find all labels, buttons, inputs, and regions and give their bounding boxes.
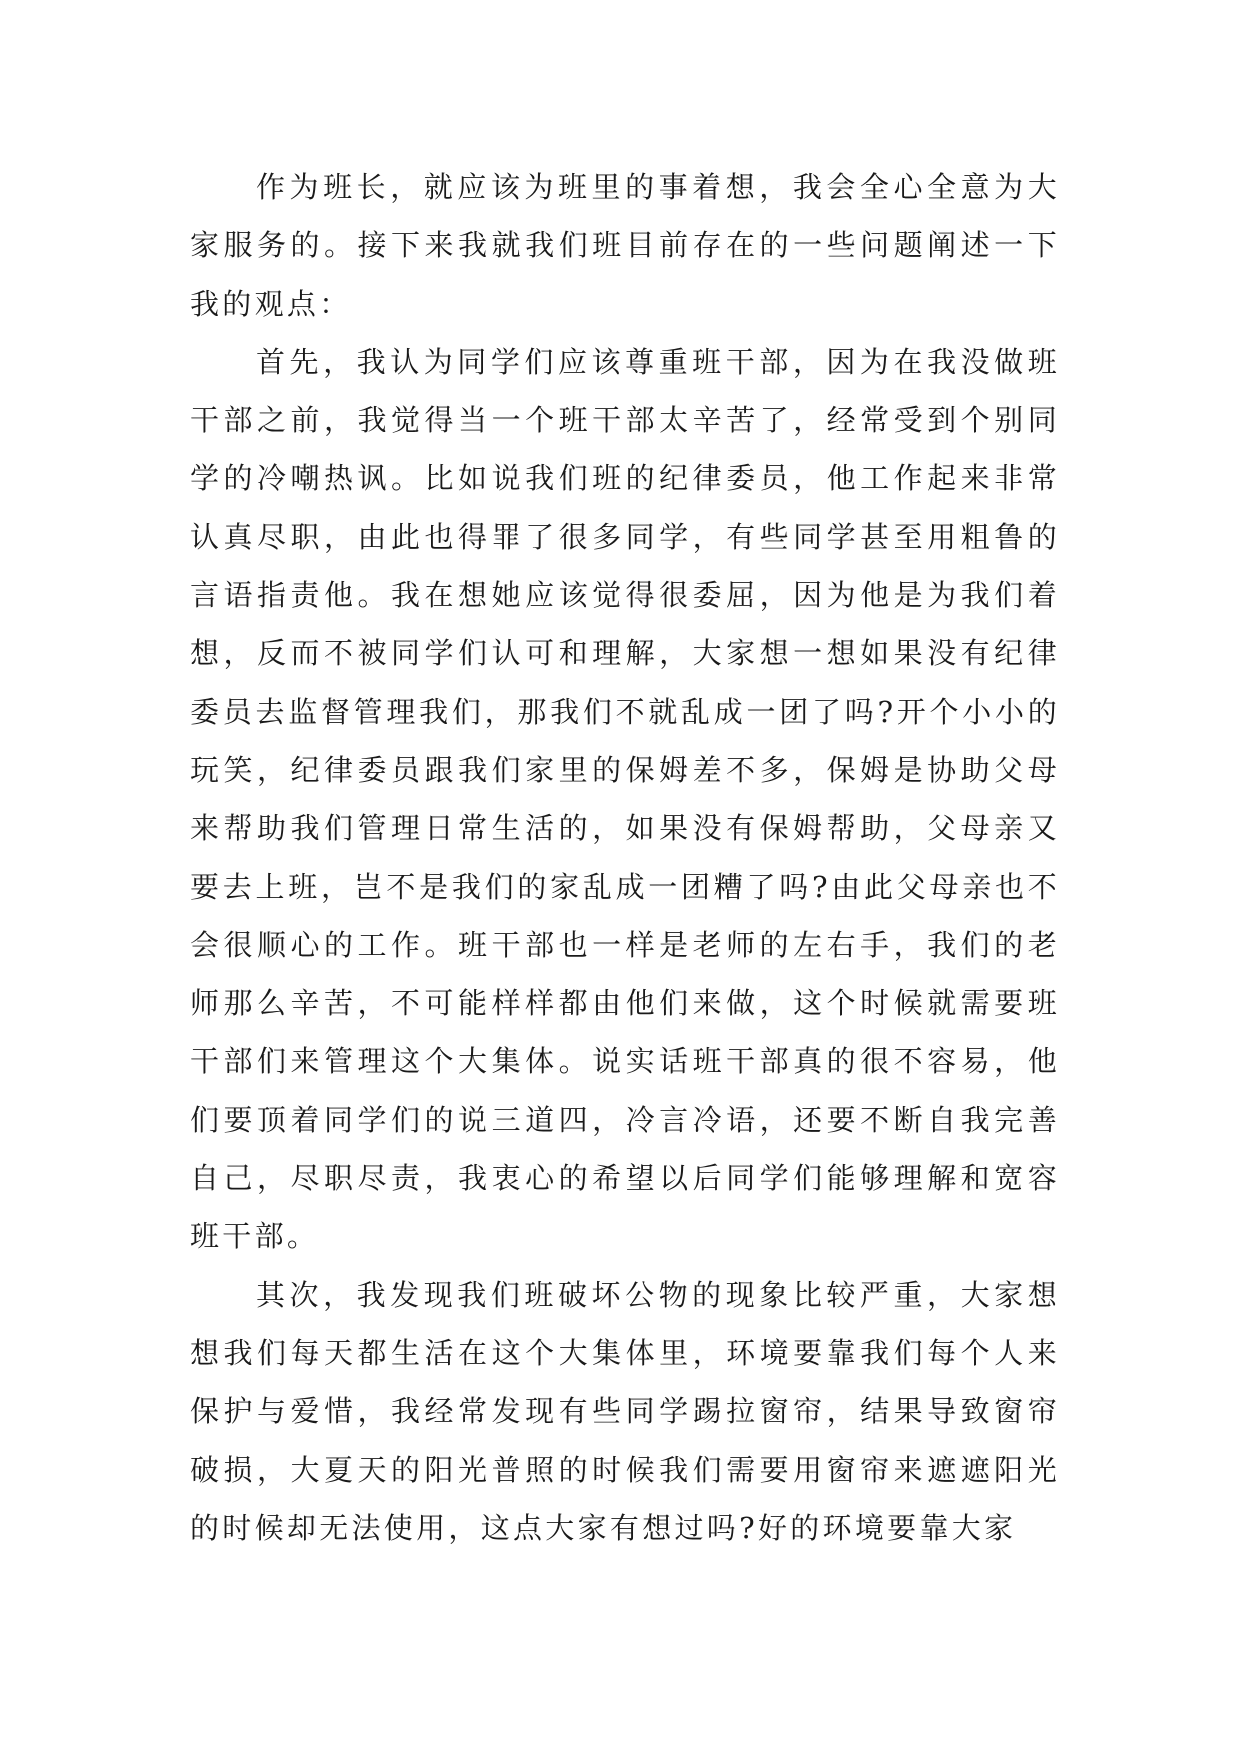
paragraph-first-point: 首先，我认为同学们应该尊重班干部，因为在我没做班干部之前，我觉得当一个班干部太辛苦了，经常受到个别同学的冷嘲热讽。比如说我们班的纪律委员，他工作起来非常认真尽职，由此也得罪了很多同学，有些同学甚至用粗鲁的言语指责他。我在想她应该觉得很委屈，因为他是为我们着想，反而不被同学们认可和理解，大家想一想如果没有纪律委员去监督管理我们，那我们不就乱成一团了吗?开个小小的玩笑，纪律委员跟我们家里的保姆差不多，保姆是协助父母来帮助我们管理日常生活的，如果没有保姆帮助，父母亲又要去上班，岂不是我们的家乱成一团糟了吗?由此父母亲也不会很顺心的工作。班干部也一样是老师的左右手，我们的老师那么辛苦，不可能样样都由他们来做，这个时候就需要班干部们来管理这个大集体。说实话班干部真的很不容易，他们要顶着同学们的说三道四，冷言冷语，还要不断自我完善自己，尽职尽责，我衷心的希望以后同学们能够理解和宽容班干部。 xyxy=(190,344,1060,1254)
paragraph-intro: 作为班长，就应该为班里的事着想，我会全心全意为大家服务的。接下来我就我们班目前存在的一些问题阐述一下我的观点： xyxy=(190,170,1060,321)
document-body xyxy=(190,158,1060,1557)
paragraph-second-point: 其次，我发现我们班破坏公物的现象比较严重，大家想想我们每天都生活在这个大集体里，环境要靠我们每个人来保护与爱惜，我经常发现有些同学踢拉窗帘，结果导致窗帘破损，大夏天的阳光普照的时候我们需要用窗帘来遮遮阳光的时候却无法使用，这点大家有想过吗?好的环境要靠大家 xyxy=(190,1277,1060,1545)
